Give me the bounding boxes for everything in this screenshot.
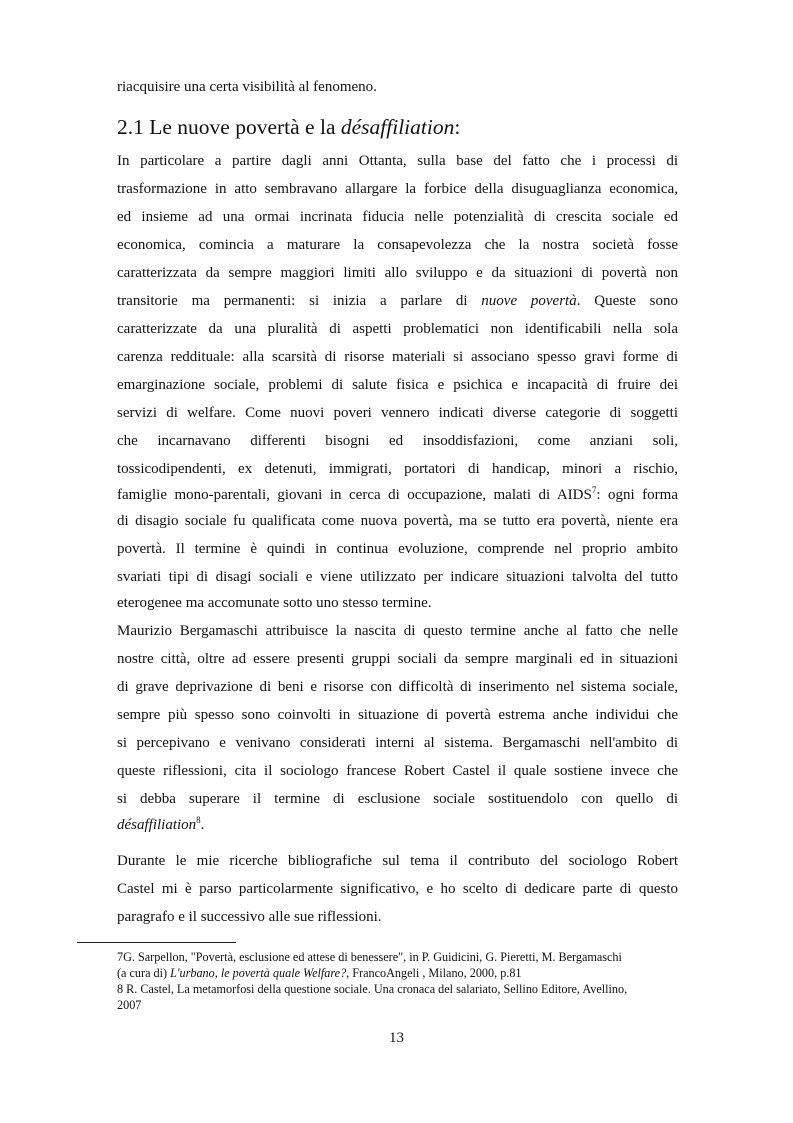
text-run: , FrancoAngeli , Milano, 2000, p.81 bbox=[346, 966, 522, 980]
footnote-7-line: 7G. Sarpellon, "Povertà, esclusione ed attese di benessere", in P. Guidicini, G. Pieretti, M. Bergamaschi bbox=[117, 950, 622, 964]
page-number: 13 bbox=[389, 1030, 404, 1046]
paragraph-line: si debba superare il termine di esclusione sociale sostituendolo con quello di bbox=[117, 791, 678, 807]
footnote-8-line: 2007 bbox=[117, 998, 142, 1012]
paragraph-line: servizi di welfare. Come nuovi poveri vennero indicati diverse categorie di soggetti bbox=[117, 405, 678, 421]
paragraph-line: Castel mi è parso particolarmente significativo, e ho scelto di dedicare parte di questo bbox=[117, 881, 678, 897]
paragraph-line: Durante le mie ricerche bibliografiche sul tema il contributo del sociologo Robert bbox=[117, 853, 678, 869]
paragraph-line: di disagio sociale fu qualificata come nuova povertà, ma se tutto era povertà, niente era bbox=[117, 513, 678, 529]
text-run: transitorie ma permanenti: si inizia a parlare di bbox=[117, 293, 482, 309]
paragraph-line: Maurizio Bergamaschi attribuisce la nascita di questo termine anche al fatto che nelle bbox=[117, 623, 678, 639]
paragraph-line bbox=[117, 293, 678, 310]
footnote-8-line: 8 R. Castel, La metamorfosi della questione sociale. Una cronaca del salariato, Sellino Editore, Avellino, bbox=[117, 982, 628, 996]
paragraph-line: eterogenee ma accomunate sotto uno stesso termine. bbox=[117, 595, 432, 611]
paragraph-line: di grave deprivazione di beni e risorse con difficoltà di inserimento nel sistema sociale, bbox=[117, 679, 678, 695]
paragraph-line: queste riflessioni, cita il sociologo francese Robert Castel il quale sostiene invece che bbox=[117, 763, 678, 779]
paragraph-line: trasformazione in atto sembravano allargare la forbice della disuguaglianza economica, bbox=[117, 181, 678, 197]
paragraph-line: che incarnavano differenti bisogni ed insoddisfazioni, come anziani soli, bbox=[117, 433, 678, 449]
paragraph-line: ed insieme ad una ormai incrinata fiducia nelle potenzialità di crescita sociale ed bbox=[117, 209, 678, 225]
paragraph-line: paragrafo e il successivo alle sue riflessioni. bbox=[117, 909, 382, 925]
paragraph-line: tossicodipendenti, ex detenuti, immigrati, portatori di handicap, minori a rischio, bbox=[117, 461, 678, 477]
text-run: : ogni forma bbox=[596, 487, 678, 503]
heading-suffix: : bbox=[454, 115, 461, 139]
footnote-book-title: L'urbano, le povertà quale Welfare? bbox=[170, 966, 347, 980]
paragraph-line: nostre città, oltre ad essere presenti gruppi sociali da sempre marginali ed in situazioni bbox=[117, 651, 678, 667]
italic-term: désaffiliation bbox=[117, 817, 197, 833]
paragraph-line: caratterizzata da sempre maggiori limiti allo sviluppo e da situazioni di povertà non bbox=[117, 265, 678, 281]
paragraph-line: economica, comincia a maturare la consapevolezza che la nostra società fosse bbox=[117, 237, 678, 253]
paragraph-line: caratterizzate da una pluralità di aspetti problematici non identificabili nella sola bbox=[117, 321, 678, 337]
paragraph-line bbox=[117, 487, 678, 504]
paragraph-line bbox=[117, 817, 678, 834]
paragraph-line: svariati tipi di disagi sociali e viene utilizzato per indicare situazioni talvolta del tutto bbox=[117, 569, 678, 585]
paragraph-line: In particolare a partire dagli anni Ottanta, sulla base del fatto che i processi di bbox=[117, 153, 678, 169]
footnote-7-line bbox=[117, 966, 689, 981]
paragraph-line: carenza reddituale: alla scarsità di risorse materiali si associano spesso gravi forme di bbox=[117, 349, 678, 365]
heading-italic-term: désaffiliation bbox=[340, 115, 455, 139]
text-run: famiglie mono-parentali, giovani in cerca di occupazione, malati di AIDS bbox=[117, 487, 592, 503]
paragraph-line: sempre più spesso sono coinvolti in situazione di povertà estrema anche individui che bbox=[117, 707, 678, 723]
section-heading bbox=[117, 115, 460, 140]
text-run: . bbox=[200, 817, 205, 833]
intro-line: riacquisire una certa visibilità al fenomeno. bbox=[117, 79, 377, 95]
text-run: (a cura di) bbox=[117, 966, 171, 980]
heading-prefix: 2.1 Le nuove povertà e la bbox=[117, 115, 341, 139]
paragraph-line: si percepivano e venivano considerati interni al sistema. Bergamaschi nell'ambito di bbox=[117, 735, 678, 751]
text-run: . Queste sono bbox=[576, 293, 678, 309]
paragraph-line: emarginazione sociale, problemi di salute fisica e psichica e incapacità di fruire dei bbox=[117, 377, 678, 393]
footnote-ref-8[interactable]: 8 bbox=[196, 815, 201, 825]
footnote-separator bbox=[77, 942, 236, 943]
paragraph-line: povertà. Il termine è quindi in continua evoluzione, comprende nel proprio ambito bbox=[117, 541, 678, 557]
italic-term: nuove povertà bbox=[481, 293, 577, 309]
footnote-ref-7[interactable]: 7 bbox=[591, 485, 597, 495]
